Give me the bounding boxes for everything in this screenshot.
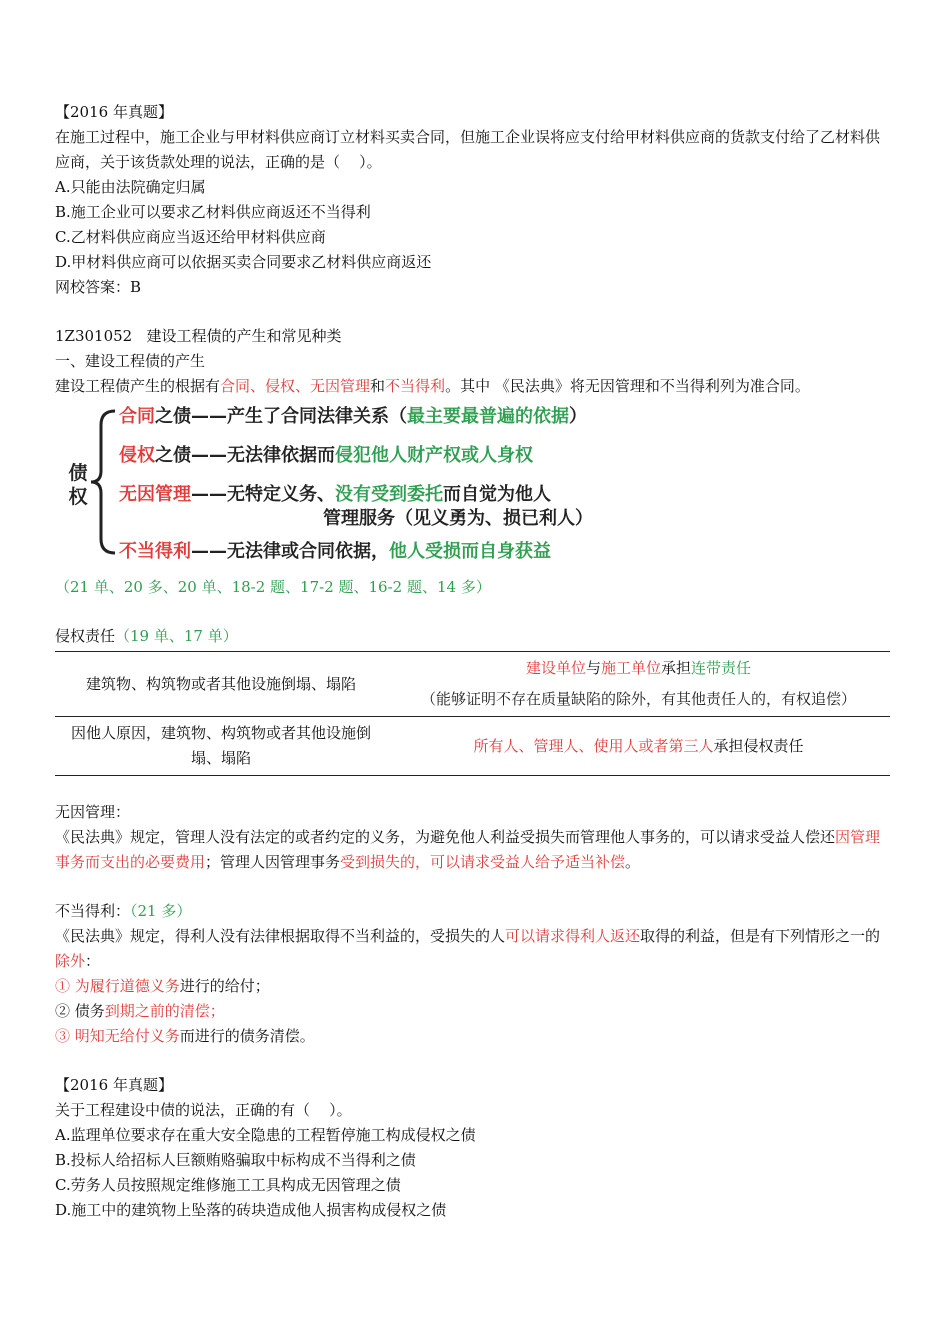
highlight-red: 除外 — [55, 952, 86, 970]
text: 《民法典》规定，得利人没有法律根据取得不当利益的，受损失的人 — [55, 927, 506, 945]
diagram-row-contract — [119, 405, 587, 429]
row-key: 不当得利 — [119, 541, 191, 562]
highlight-red: 施工单位 — [600, 659, 661, 677]
tort-table — [55, 651, 890, 776]
highlight-red: 因管理事务而支出的必要费用 — [55, 828, 881, 871]
cell-note: （能够证明不存在质量缺陷的除外，有其他责任人的，有权追偿） — [420, 690, 856, 708]
q2-option-b: B.投标人给招标人巨额贿赂骗取中标构成不当得利之债 — [55, 1151, 416, 1169]
text: 不当得利： — [55, 902, 131, 920]
exam-frequency: （19 单、17 单） — [115, 627, 238, 645]
q1-option-d: D.甲材料供应商可以依据买卖合同要求乙材料供应商返还 — [55, 253, 432, 271]
table-cell: 因他人原因，建筑物、构筑物或者其他设施倒塌、塌陷 — [55, 717, 387, 776]
text: 和 — [370, 377, 386, 395]
text: 承担侵权责任 — [713, 736, 804, 755]
row-text: ——无特定义务、 — [191, 484, 335, 505]
row-highlight: 他人受损而自身获益 — [389, 541, 551, 562]
exam-frequency: （21 多） — [130, 902, 192, 920]
highlight-red: 受到损失的，可以请求受益人给予适当补偿 — [340, 853, 626, 871]
table-cell: 建筑物、构筑物或者其他设施倒塌、塌陷 — [55, 652, 387, 717]
diagram-row-negotiorum — [119, 483, 551, 507]
q2-stem: 关于工程建设中债的说法，正确的有（ ）。 — [55, 1101, 352, 1119]
row-highlight: 侵犯他人财产权或人身权 — [335, 445, 533, 466]
q2-heading: 【2016 年真题】 — [55, 1076, 173, 1094]
row-highlight: 最主要最普遍的依据 — [407, 406, 569, 427]
text: ② 债务 — [55, 1002, 105, 1020]
q1-heading: 【2016 年真题】 — [55, 103, 173, 121]
highlight-red: 所有人、管理人、使用人或者第三人 — [473, 736, 714, 755]
unjust-title — [55, 899, 890, 924]
text: 与 — [585, 659, 601, 677]
q1-answer: 网校答案：B — [55, 278, 142, 296]
q2-option-a: A.监理单位要求存在重大安全隐患的工程暂停施工构成侵权之债 — [55, 1126, 476, 1144]
unjust-item-1 — [55, 974, 890, 999]
highlight-red: 到期之前的清偿； — [104, 1002, 225, 1020]
text: ；管理人因管理事务 — [205, 853, 341, 871]
table-cell — [387, 652, 890, 717]
text: ： — [85, 952, 101, 970]
text: 。 — [625, 853, 641, 871]
row-highlight: 没有受到委托 — [335, 484, 443, 505]
table-row — [55, 717, 890, 776]
row-key: 无因管理 — [119, 484, 191, 505]
highlight-green: 连带责任 — [691, 659, 752, 677]
q2-option-c: C.劳务人员按照规定维修施工工具构成无因管理之债 — [55, 1176, 401, 1194]
text: 承担 — [661, 659, 692, 677]
diagram-row-unjust — [119, 540, 551, 564]
highlight-red: 可以请求得利人返还 — [505, 927, 641, 945]
table-row — [55, 652, 890, 717]
debt-types-diagram — [55, 405, 890, 575]
brace-shape — [89, 407, 119, 557]
text: 建设工程债产生的根据有 — [55, 377, 221, 395]
text: 取得的利益，但是有下列情形之一的 — [640, 927, 881, 945]
section-title: 1Z301052 建设工程债的产生和常见种类 — [55, 327, 342, 345]
q1-option-b: B.施工企业可以要求乙材料供应商返还不当得利 — [55, 203, 371, 221]
table-cell — [387, 717, 890, 776]
diagram-root-label: 债权 — [68, 462, 88, 508]
highlight-red: 建设单位 — [525, 659, 586, 677]
q1-option-a: A.只能由法院确定归属 — [55, 178, 206, 196]
negotiorum-title: 无因管理： — [55, 803, 131, 821]
negotiorum-paragraph — [55, 825, 890, 875]
highlight-red: 合同、侵权、无因管理 — [220, 377, 371, 395]
row-tail: 而自觉为他人 — [443, 484, 551, 505]
row-key: 合同 — [119, 406, 155, 427]
highlight-red: ① 为履行道德义务 — [55, 977, 180, 995]
text: 侵权责任 — [55, 627, 116, 645]
row-text: 之债——无法律依据而 — [155, 445, 335, 466]
row-text: 之债——产生了合同法律关系（ — [155, 406, 407, 427]
text: 而进行的债务清偿。 — [179, 1027, 315, 1045]
highlight-red: ③ 明知无给付义务 — [55, 1027, 180, 1045]
text: 进行的给付； — [179, 977, 270, 995]
unjust-paragraph — [55, 924, 890, 974]
row-tail: ） — [569, 406, 587, 427]
row-text: ——无法律或合同依据， — [191, 541, 389, 562]
section-paragraph — [55, 374, 890, 399]
subsection-title: 一、建设工程债的产生 — [55, 352, 206, 370]
q2-option-d: D.施工中的建筑物上坠落的砖块造成他人损害构成侵权之债 — [55, 1201, 447, 1219]
document-page — [55, 100, 890, 1223]
exam-frequency: （21 单、20 多、20 单、18-2 题、17-2 题、16-2 题、14 多） — [55, 578, 491, 596]
text: 。其中 《民法典》将无因管理和不当得利列为准合同。 — [445, 377, 810, 395]
row-key: 侵权 — [119, 445, 155, 466]
text: 《民法典》规定，管理人没有法定的或者约定的义务，为避免他人利益受损失而管理他人事务的，可以请求受益人偿还 — [55, 828, 836, 846]
highlight-red: 不当得利 — [385, 377, 446, 395]
q1-option-c: C.乙材料供应商应当返还给甲材料供应商 — [55, 228, 326, 246]
diagram-row-tort — [119, 444, 533, 468]
cell-main — [393, 656, 884, 681]
unjust-item-2 — [55, 999, 890, 1024]
unjust-item-3 — [55, 1024, 890, 1049]
q1-stem: 在施工过程中，施工企业与甲材料供应商订立材料买卖合同，但施工企业误将应支付给甲材料供应商的货款支付给了乙材料供应商，关于该货款处理的说法，正确的是（ ）。 — [55, 128, 881, 171]
tort-title — [55, 624, 890, 649]
diagram-row-negotiorum-line2: 管理服务（见义勇为、损已利人） — [323, 508, 593, 529]
